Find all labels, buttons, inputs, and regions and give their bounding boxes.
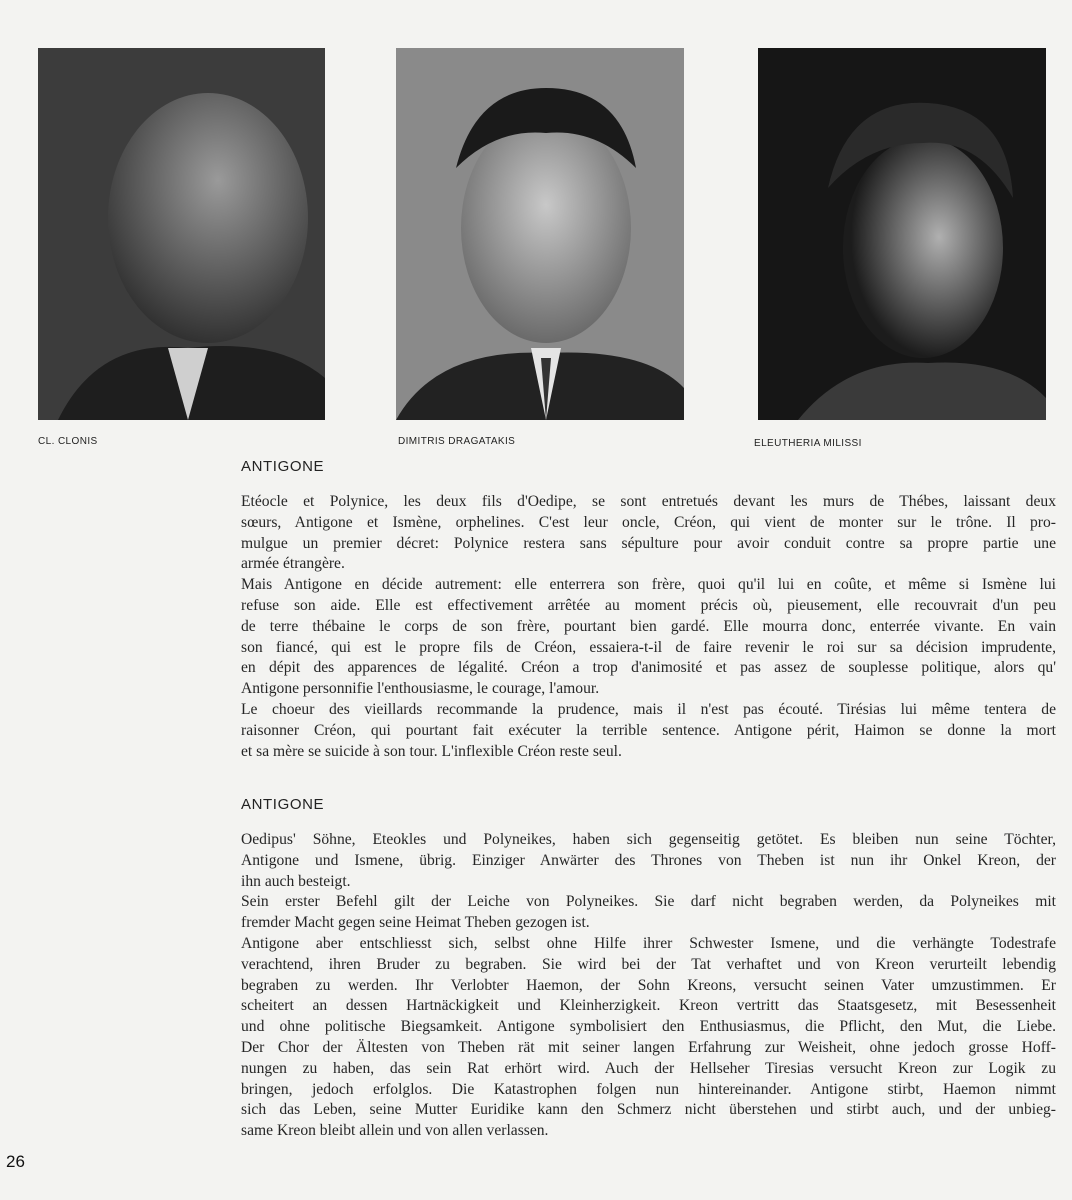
text-line: son fiancé, qui est le propre fils de Créon, essaiera-t-il de faire revenir le roi sur sa décision imprudente, <box>241 638 1056 656</box>
text-line: Antigone personnifie l'enthousiasme, le courage, l'amour. <box>241 680 600 698</box>
text-line: und ohne politische Biegsamkeit. Antigone symbolisiert den Enthusiasmus, die Pflicht, den Mut, die Liebe. <box>241 1018 1056 1036</box>
text-line: sich das Leben, seine Mutter Euridike kann den Schmerz nicht überstehen und stirbt auch, und der unbieg- <box>241 1101 1056 1119</box>
text-line: de terre thébaine le corps de son frère, pourtant bien gardé. Elle mourra donc, enterrée vivante. En vain <box>241 617 1056 635</box>
portrait-photo-milissi <box>758 48 1046 420</box>
portrait-icon <box>38 48 325 420</box>
portrait-photo-clonis <box>38 48 325 420</box>
portrait-icon <box>758 48 1046 420</box>
text-line: Etéocle et Polynice, les deux fils d'Oedipe, se sont entretués devant les murs de Thébes, laissant deux <box>241 493 1056 510</box>
text-line: fremder Macht gegen seine Heimat Theben gezogen ist. <box>241 914 590 932</box>
text-line: mulgue un premier décret: Polynice restera sans sépulture pour avoir conduit contre sa propre partie une <box>241 534 1056 552</box>
text-line: Mais Antigone en décide autrement: elle enterrera son frère, quoi qu'il lui en coûte, et même si Ismène lui <box>241 576 1056 594</box>
french-body <box>241 492 1056 762</box>
text-line: refuse son aide. Elle est effectivement arrêtée au moment précis où, pieusement, elle recouvrait d'un peu <box>241 596 1056 614</box>
text-line: nungen zu haben, das sein Rat erhört wird. Auch der Hellseher Tiresias versucht Kreon zur Logik zu <box>241 1059 1056 1077</box>
text-line: raisonner Créon, qui pourtant fait exécuter la terrible sentence. Antigone périt, Haimon se donne la mort <box>241 721 1056 739</box>
portrait-caption-2: DIMITRIS DRAGATAKIS <box>398 436 516 447</box>
text-line: Sein erster Befehl gilt der Leiche von Polyneikes. Sie darf nicht begraben werden, da Polyneikes mit <box>241 893 1056 911</box>
section-title-french: ANTIGONE <box>241 458 325 475</box>
page-number: 26 <box>6 1152 25 1171</box>
text-line: Der Chor der Ältesten von Theben rät mit seiner langen Erfahrung zur Weisheit, ohne jedoch grosse Hoff- <box>241 1038 1056 1056</box>
portrait-photo-dragatakis <box>396 48 684 420</box>
text-line: en dépit des apparences de légalité. Créon a trop d'animosité et pas assez de souplesse politique, alors qu' <box>241 659 1056 677</box>
text-line: Antigone und Ismene, übrig. Einziger Anwärter des Thrones von Theben ist nun ihr Onkel Kreon, der <box>241 851 1056 869</box>
text-line: bringen, jedoch erfolglos. Die Katastrophen folgen nun hintereinander. Antigone stirbt, Haemon nimmt <box>241 1080 1056 1098</box>
text-line: Le choeur des vieillards recommande la prudence, mais il n'est pas écouté. Tirésias lui même tentera de <box>241 700 1056 718</box>
section-title-german: ANTIGONE <box>241 796 325 813</box>
text-line: ihn auch besteigt. <box>241 872 351 890</box>
portrait-caption-3: ELEUTHERIA MILISSI <box>754 438 862 449</box>
text-line: et sa mère se suicide à son tour. L'inflexible Créon reste seul. <box>241 742 622 760</box>
text-line: armée étrangère. <box>241 555 345 573</box>
text-line: Oedipus' Söhne, Eteokles und Polyneikes, haben sich gegenseitig getötet. Es bleiben nun seine Töchter, <box>241 831 1056 848</box>
text-line: begraben zu werden. Ihr Verlobter Haemon, der Sohn Kreons, versucht seinen Vater umzustimmen. Er <box>241 976 1056 994</box>
text-line: verachtend, ihren Bruder zu begraben. Sie wird bei der Tat verhaftet und von Kreon verurteilt lebendig <box>241 955 1056 973</box>
text-line: Antigone aber entschliesst sich, selbst ohne Hilfe ihrer Schwester Ismene, und die verhängte Todestrafe <box>241 934 1056 952</box>
text-line: same Kreon bleibt allein und von allen verlassen. <box>241 1122 549 1140</box>
german-body <box>241 830 1056 1142</box>
portrait-icon <box>396 48 684 420</box>
text-line: sœurs, Antigone et Ismène, orphelines. C'est leur oncle, Créon, qui vient de monter sur le trône. Il pro- <box>241 513 1056 531</box>
text-line: scheitert an dessen Hartnäckigkeit und Kleinherzigkeit. Kreon vertritt das Staatsgesetz, mit Besessenheit <box>241 997 1056 1015</box>
portrait-caption-1: CL. CLONIS <box>38 436 98 447</box>
